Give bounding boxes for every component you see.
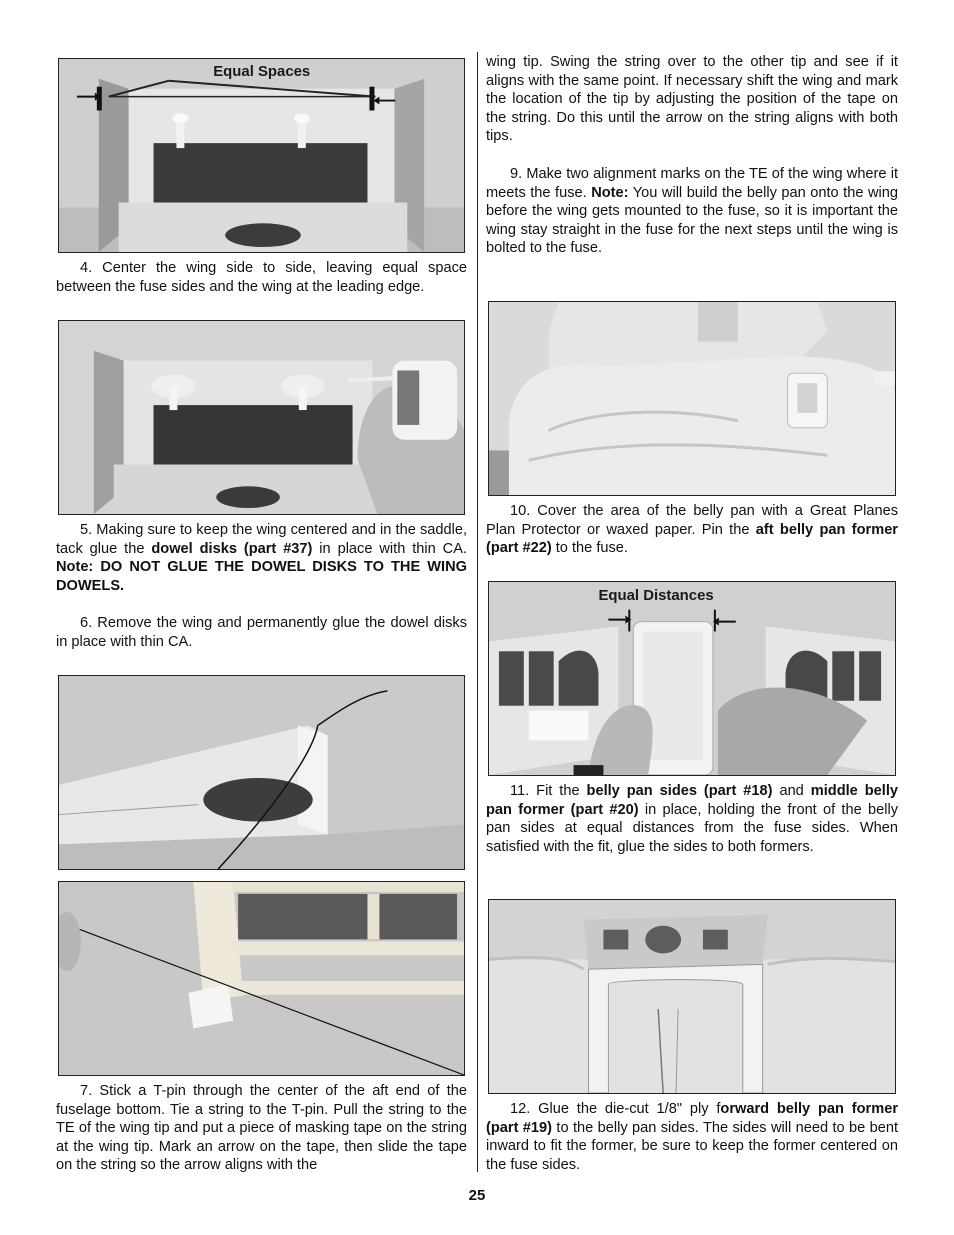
step-10-text: 10. Cover the area of the belly pan with a Great Planes Plan Protector or waxed paper. Pin the aft belly pan former (part #22) to the fuse. (486, 503, 898, 557)
step-12-text: 12. Glue the die-cut 1/8" ply forward belly pan former (part #19) to the belly pan sides. The sides will need to be bent inward to fit the former, be sure to keep the former centered on the fuse sides. (486, 1101, 899, 1173)
page-number: 25 (468, 1187, 486, 1204)
photo-equal-distances (488, 581, 896, 776)
equal-spaces-label: Equal Spaces (213, 63, 311, 80)
step-7-text: 7. Stick a T-pin through the center of the aft end of the fuselage bottom. Tie a string to the T-pin. Pull the string to the TE of the wing tip and put a piece of masking tape on the string at the wing tip. Mark an arrow on the tape, then slide the tape on the string so the arrow aligns with the (56, 1083, 467, 1174)
equal-distances-label: Equal Distances (598, 587, 714, 604)
column-divider (477, 52, 478, 1172)
step-6-text: 6. Remove the wing and permanently glue the dowel disks in place with thin CA. (56, 615, 467, 650)
photo-equal-spaces (58, 58, 465, 253)
step-7-continued-text: wing tip. Swing the string over to the other tip and see if it aligns with the same point. If necessary shift the wing and mark the location of the tip by adjusting the position of the tape on the string. Do this until the arrow on the string aligns with both tips. (486, 54, 898, 145)
step-11-text: 11. Fit the belly pan sides (part #18) and middle belly pan former (part #20) in place, holding the front of the belly pan sides at equal distances from the fuse sides. When satisfied with the fit, glue the sides to both formers. (486, 783, 898, 855)
photo-dowel-disks (58, 320, 465, 515)
photo-masking-tape (58, 881, 465, 1076)
step-4-text: 4. Center the wing side to side, leaving equal space between the fuse sides and the wing at the leading edge. (56, 260, 467, 295)
photo-t-pin-string (58, 675, 465, 870)
photo-forward-former (488, 899, 896, 1094)
photo-belly-pan-cover (488, 301, 896, 496)
step-9-text: 9. Make two alignment marks on the TE of the wing where it meets the fuse. Note: You will build the belly pan onto the wing before the wing gets mounted to the fuse, so it is important the wing stay straight in the fuse for the next steps until the wing is bolted to the fuse. (486, 166, 898, 257)
step-5-text: 5. Making sure to keep the wing centered and in the saddle, tack glue the dowel disks (part #37) in place with thin CA. Note: DO NOT GLUE THE DOWEL DISKS TO THE WING DOWELS. (56, 522, 467, 594)
